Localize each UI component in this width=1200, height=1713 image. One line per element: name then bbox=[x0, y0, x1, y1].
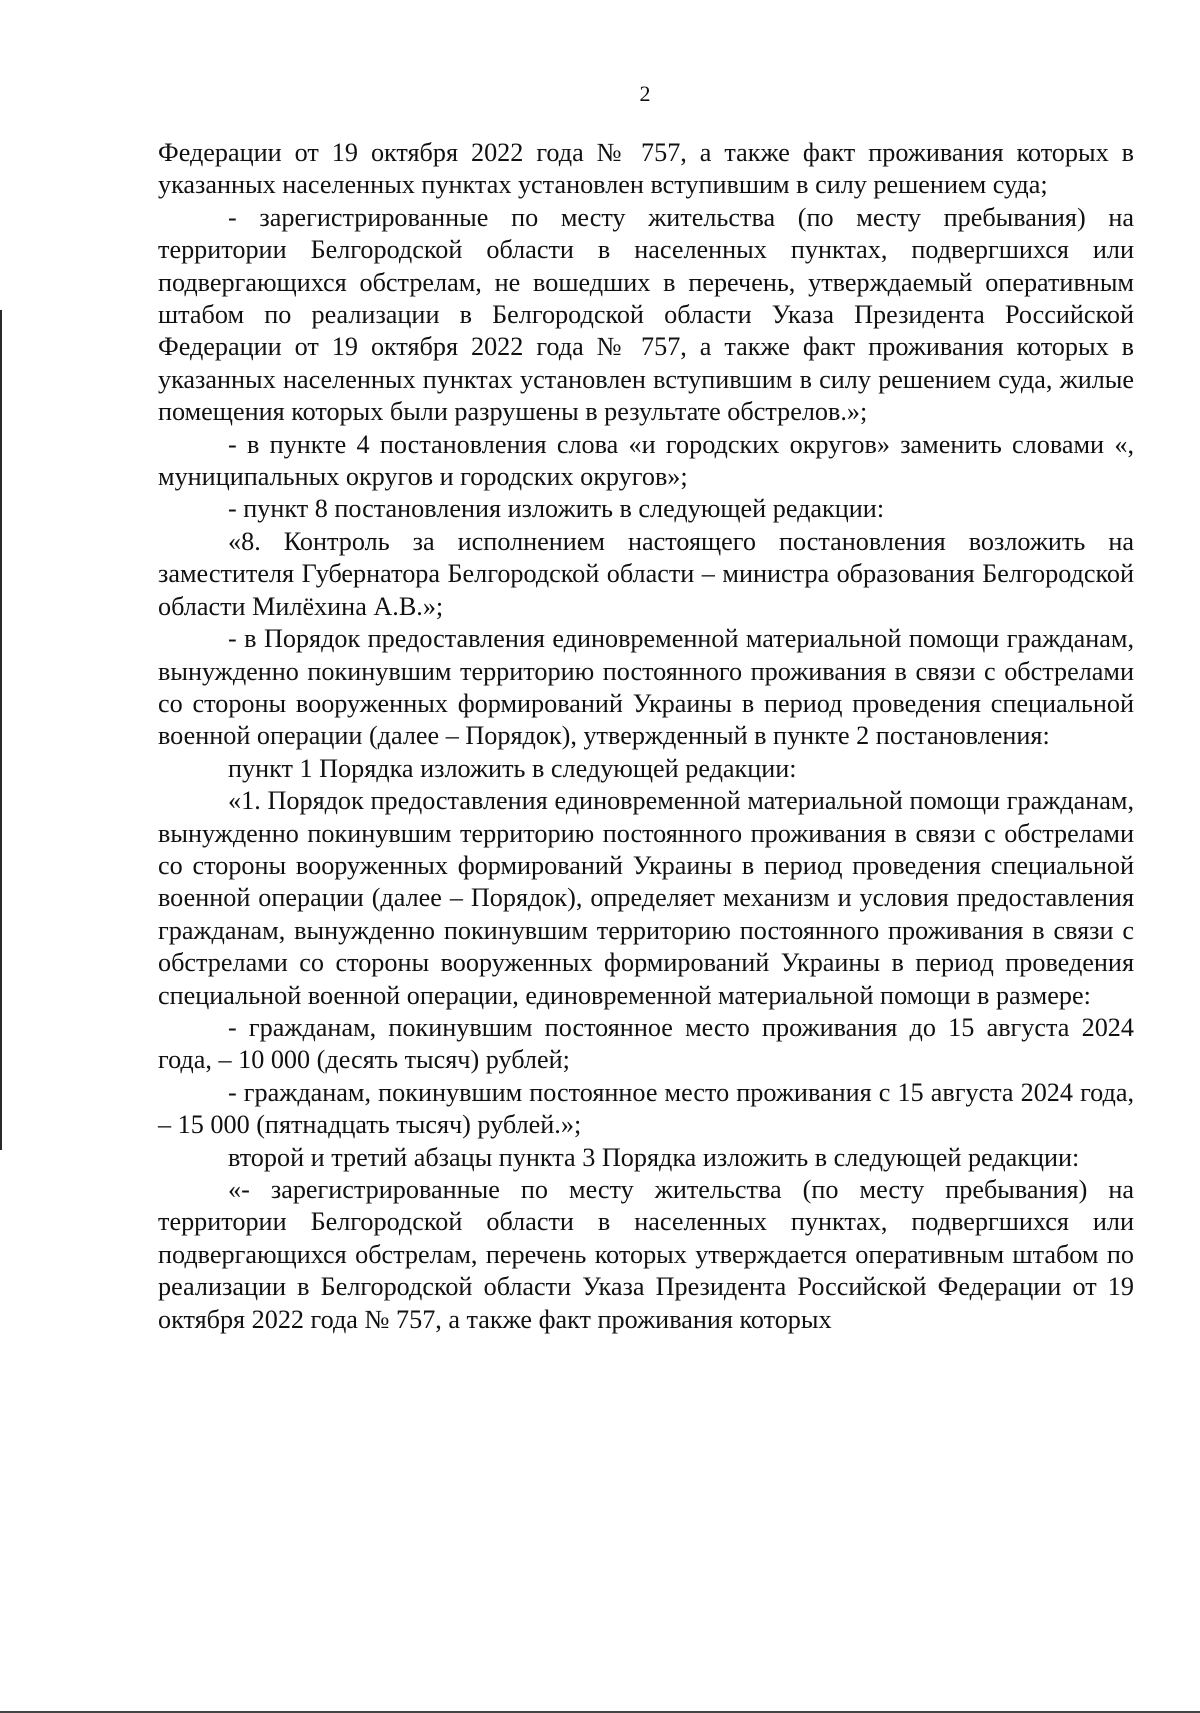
paragraph: второй и третий абзацы пункта 3 Порядка изложить в следующей редакции: bbox=[228, 1142, 1080, 1172]
paragraph: «- зарегистрированные по месту жительства (по месту пребывания) на территории Белгородской области в населенных пунктах, подвергшихся или подвергающихся обстрелам, перечень которых утверждается оперативным штабом по реализации в Белгородской области Указа Президента Российской Федерации от 19 октября 2022 года № 757, а также факт проживания которых bbox=[158, 1175, 1134, 1334]
paragraph: - гражданам, покинувшим постоянное место проживания до 15 августа 2024 года, – 10 000 (десять тысяч) рублей; bbox=[158, 1012, 1134, 1075]
document-body bbox=[158, 137, 1134, 1336]
paragraph: - зарегистрированные по месту жительства (по месту пребывания) на территории Белгородской области в населенных пунктах, подвергшихся или подвергающихся обстрелам, не вошедших в перечень, утверждаемый оперативным штабом по реализации в Белгородской области Указа Президента Российской Федерации от 19 октября 2022 года № 757, а также факт проживания которых в указанных населенных пунктах установлен вступившим в силу решением суда, жилые помещения которых были разрушены в результате обстрелов.»; bbox=[158, 202, 1134, 427]
paragraph: - гражданам, покинувшим постоянное место проживания с 15 августа 2024 года, – 15 000 (пятнадцать тысяч) рублей.»; bbox=[158, 1077, 1134, 1140]
paragraph: - пункт 8 постановления изложить в следующей редакции: bbox=[228, 494, 885, 524]
scan-edge-shadow bbox=[0, 310, 2, 1150]
page-number: 2 bbox=[639, 81, 651, 106]
paragraph: «1. Порядок предоставления единовременной материальной помощи гражданам, вынужденно покинувшим территорию постоянного проживания в связи с обстрелами со стороны вооруженных формирований Украины в период проведения специальной военной операции (далее – Порядок), определяет механизм и условия предоставления гражданам, вынужденно покинувшим территорию постоянного проживания в связи с обстрелами со стороны вооруженных формирований Украины в период проведения специальной военной операции, единовременной материальной помощи в размере: bbox=[158, 786, 1134, 1010]
paragraph: - в пункте 4 постановления слова «и городских округов» заменить словами «, муниципальных округов и городских округов»; bbox=[158, 429, 1134, 492]
paragraph: «8. Контроль за исполнением настоящего постановления возложить на заместителя Губернатора Белгородской области – министра образования Белгородской области Милёхина А.В.»; bbox=[158, 526, 1134, 621]
paragraph: - в Порядок предоставления единовременной материальной помощи гражданам, вынужденно покинувшим территорию постоянного проживания в связи с обстрелами со стороны вооруженных формирований Украины в период проведения специальной военной операции (далее – Порядок), утвержденный в пункте 2 постановления: bbox=[158, 624, 1134, 751]
paragraph: Федерации от 19 октября 2022 года № 757, а также факт проживания которых в указанных населенных пунктах установлен вступившим в силу решением суда; bbox=[158, 138, 1134, 200]
paragraph: пункт 1 Порядка изложить в следующей редакции: bbox=[228, 753, 797, 783]
